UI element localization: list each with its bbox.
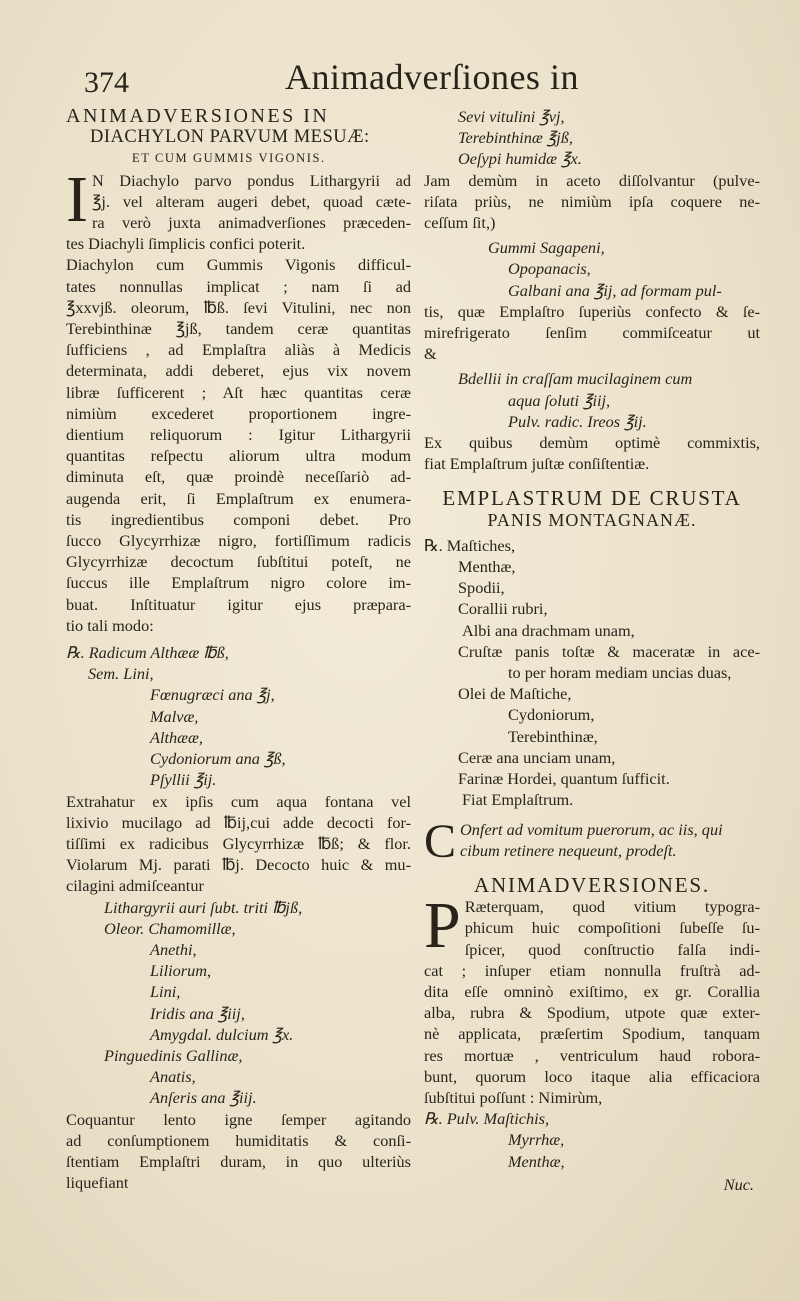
- recipe-item: Fiat Emplaſtrum.: [462, 790, 574, 810]
- recipe-final: [424, 1108, 760, 1172]
- text-line: augenda erit, ſi Emplaſtrum ex enumera-: [66, 488, 411, 508]
- text-line: bunt, quorum loco itaque alia efficaciora: [424, 1066, 760, 1086]
- intro-paragraph: [66, 162, 411, 636]
- recipe-item: Malvæ,: [150, 706, 199, 726]
- recipe-item: Opopanacis,: [508, 259, 591, 279]
- text-line: ſpicer, quod conſtructio falſa indi-: [464, 939, 760, 959]
- text-line: ra verò juxta animadverſiones præceden-: [91, 213, 411, 233]
- text-line: quantitas reſpectu aliorum ultra modum: [66, 446, 411, 466]
- recipe-montagnana: [424, 535, 760, 811]
- recipe-item: Cydoniorum ana ℥ß,: [150, 749, 286, 769]
- text-line: nimiùm excederet proportionem ingre-: [66, 403, 411, 423]
- recipe-top: [424, 106, 760, 170]
- recipe-item: Amygdal. dulcium ℥x.: [150, 1024, 294, 1044]
- recipe-item: ℞. Maſtiches,: [424, 535, 516, 555]
- text-line: alba, rubra & Spodium, utpote quæ exter-: [424, 1003, 760, 1023]
- paragraph-3: [66, 1109, 411, 1194]
- text-line: tates nonnullas implicat ; nam ſi ad: [66, 276, 411, 296]
- text-line: ſufficiens , ad Emplaſtra aliàs à Medicis: [66, 340, 411, 360]
- recipe-item: Menthæ,: [458, 557, 516, 577]
- recipe-item: Sevi vitulini ℥vj,: [458, 107, 565, 126]
- text-line: determinata, addi deberet, ejus vix novem: [66, 361, 411, 381]
- text-line: Ræterquam, quod vitium typogra-: [464, 897, 760, 917]
- recipe-item: Cruſtæ panis toſtæ & maceratæ in ace-: [458, 641, 760, 661]
- recipe-item: Althææ,: [150, 727, 203, 747]
- text-line: cibum retinere nequeunt, prodeſt.: [460, 840, 677, 860]
- text-line: Terebinthinæ ℥jß, tandem ceræ quantitas: [66, 319, 411, 339]
- text-line: tis, quæ Emplaſtro ſuperiùs confecto & ſe-: [424, 301, 760, 321]
- text-line: ad conſumptionem humiditatis & conſi-: [66, 1130, 411, 1150]
- recipe-item: Menthæ,: [508, 1151, 565, 1171]
- recipe-item: Iridis ana ℥iij,: [150, 1003, 245, 1023]
- text-line: liquefiant: [66, 1173, 129, 1193]
- text-line: ſuccus ille Emplaſtrum nigro colore im-: [66, 573, 411, 593]
- text-line: Diachylon cum Gummis Vigonis difficul-: [66, 255, 411, 275]
- section-title-line1: ANIMADVERSIONES IN: [66, 105, 330, 127]
- text-line: Violarum Mj. parati ℔j. Decocto huic & mu-: [66, 855, 411, 875]
- text-line: ℥j. vel alteram augeri debet, quoad cæte-: [91, 191, 411, 211]
- recipe-list-2: [66, 897, 411, 1109]
- section-title-emplastrum: EMPLASTRUM DE CRUSTA: [442, 486, 742, 511]
- text-line: Glycyrrhizæ decoctum ſubſtitui poteſt, ne: [66, 552, 411, 572]
- recipe-item: Oeſypi humidæ ℥x.: [458, 149, 582, 169]
- text-line: dita eſſe omninò exiſtimo, ex gr. Corallia: [424, 981, 760, 1001]
- running-head: Animadverſiones in: [285, 57, 579, 97]
- recipe-item: Pinguedinis Gallinæ,: [104, 1045, 243, 1065]
- recipe-item: Fœnugræci ana ℥j,: [150, 685, 275, 705]
- recipe-item: Terebinthinæ ℥jß,: [458, 128, 573, 148]
- text-line: ſucco Glycyrrhizæ nigro, fortiſſimum radicis: [66, 531, 411, 551]
- text-line: mirefrigerato ſenſim commiſceatur ut: [424, 323, 760, 343]
- recipe-gums: [424, 237, 760, 301]
- recipe-item: Anethi,: [150, 939, 197, 959]
- recipe-item: Galbani ana ℥ij, ad formam pul-: [508, 280, 722, 300]
- text-line: Ex quibus demùm optimè commixtis,: [424, 433, 760, 453]
- text-line: fiat Emplaſtrum juſtæ conſiſtentiæ.: [424, 454, 650, 474]
- text-line: res mortuæ , ventriculum haud robora-: [424, 1045, 760, 1065]
- text-line: Onfert ad vomitum puerorum, ac iis, qui: [460, 819, 723, 839]
- praeter-lines: [424, 889, 760, 1108]
- recipe-item: to per horam mediam uncias duas,: [508, 663, 732, 683]
- text-line: phicum huic compoſitioni ſubeſſe ſu-: [464, 918, 760, 938]
- recipe-item: aqua ſoluti ℥iij,: [508, 390, 611, 410]
- text-line: &: [424, 344, 437, 364]
- recipe-bdellium: [424, 368, 760, 432]
- recipe-item: Cydoniorum,: [508, 705, 595, 725]
- text-line: Jam demùm in aceto diſſolvantur (pulve-: [424, 170, 760, 190]
- recipe-item: Olei de Maſtiche,: [458, 684, 572, 704]
- recipe-item: Sem. Lini,: [88, 664, 154, 684]
- page-number: 374: [84, 66, 129, 99]
- recipe-item: Ceræ ana unciam unam,: [458, 747, 616, 767]
- recipe-item: Farinæ Hordei, quantum ſufficit.: [458, 769, 670, 789]
- text-line: ceſſum ſit,): [424, 213, 496, 233]
- recipe-item: Terebinthinæ,: [508, 726, 598, 746]
- praeter-paragraph: [424, 889, 760, 1108]
- text-line: tes Diachyli ſimplicis confici poterit.: [66, 234, 306, 254]
- recipe-item: Lini,: [150, 982, 181, 1002]
- recipe-item: Spodii,: [458, 578, 505, 598]
- text-line: N Diachylo parvo pondus Lithargyrii ad: [91, 170, 411, 190]
- drop-cap-p: P: [424, 889, 461, 963]
- drop-cap-c: C: [424, 814, 457, 868]
- recipe-item: Oleor. Chamomillæ,: [104, 918, 236, 938]
- recipe-item: Lithargyrii auri ſubt. triti ℔jß,: [104, 897, 303, 917]
- section-title-line2: DIACHYLON PARVUM MESUÆ:: [90, 127, 370, 148]
- text-line: buat. Inſtituatur igitur ejus præpara-: [66, 594, 411, 614]
- drop-cap-i: I: [66, 162, 88, 236]
- text-line: ſubſtitui poſſunt : Nimirùm,: [424, 1087, 603, 1107]
- text-line: Coquantur lento igne ſemper agitando: [66, 1109, 411, 1129]
- text-line: cilagini admiſceantur: [66, 876, 204, 896]
- left-column: [66, 106, 411, 1193]
- text-line: diminuta eſt, quæ proindè neceſſariò ad-: [66, 467, 411, 487]
- text-line: ℥xxvjß. oleorum, ℔ß. ſevi Vitulini, nec non: [66, 297, 411, 317]
- intro-lines: [66, 162, 411, 636]
- text-line: cat ; inſuper etiam nonnulla fruſtrà ad-: [424, 960, 760, 980]
- text-line: libræ ſufficerent ; Aſt hæc quantitas ceræ: [66, 382, 411, 402]
- recipe-item: Gummi Sagapeni,: [488, 238, 605, 258]
- text-line: nè applicata, præſertim Spodium, tanquam: [424, 1024, 760, 1044]
- text-line: ſtentiam Emplaſtri duram, in quo ulteriùs: [66, 1151, 411, 1171]
- right-paragraph-2: [424, 301, 760, 365]
- recipe-item: Myrrhæ,: [508, 1130, 565, 1150]
- text-line: tiſſimi ex radicibus Glycyrrhizæ ℔ß; & flor.: [66, 833, 411, 853]
- section-title-animadversiones: ANIMADVERSIONES.: [474, 872, 710, 897]
- catchword: Nuc.: [723, 1174, 754, 1194]
- recipe-list-1: [66, 642, 411, 790]
- recipe-item: Anatis,: [150, 1067, 196, 1087]
- confert-lines: [424, 819, 760, 861]
- recipe-item: Anſeris ana ℥iij.: [150, 1088, 257, 1108]
- right-column: [424, 106, 760, 1195]
- recipe-item: Albi ana drachmam unam,: [462, 620, 635, 640]
- section-title-emplastrum-2: PANIS MONTAGNANÆ.: [487, 509, 697, 530]
- text-line: riſata priùs, ne nimiùm ipſa coquere ne-: [424, 191, 760, 211]
- recipe-item: Liliorum,: [150, 961, 212, 981]
- recipe-item: Bdellii in craſſam mucilaginem cum: [458, 369, 693, 389]
- recipe-item: Corallii rubri,: [458, 599, 548, 619]
- right-paragraph-1: [424, 170, 760, 234]
- paragraph-2: [66, 791, 411, 897]
- section-subtitle: ET CUM GUMMIS VIGONIS.: [132, 151, 326, 166]
- recipe-item: ℞. Pulv. Maſtichis,: [424, 1109, 550, 1129]
- recipe-item: Pulv. radic. Ireos ℥ij.: [508, 411, 647, 431]
- page-header: [0, 56, 800, 106]
- recipe-item: ℞. Radicum Althææ ℔ß,: [66, 643, 229, 663]
- text-line: tio tali modo:: [66, 615, 154, 635]
- text-line: tis ingredientibus componi debet. Pro: [66, 509, 411, 529]
- text-line: lixivio mucilago ad ℔ij,cui adde decocti for-: [66, 812, 411, 832]
- confert-paragraph: [424, 814, 760, 868]
- text-line: Extrahatur ex ipſis cum aqua fontana vel: [66, 791, 411, 811]
- recipe-item: Pſyllii ℥ij.: [150, 770, 217, 790]
- right-paragraph-3: [424, 432, 760, 474]
- text-line: dientium reliquorum : Igitur Lithargyrii: [66, 425, 411, 445]
